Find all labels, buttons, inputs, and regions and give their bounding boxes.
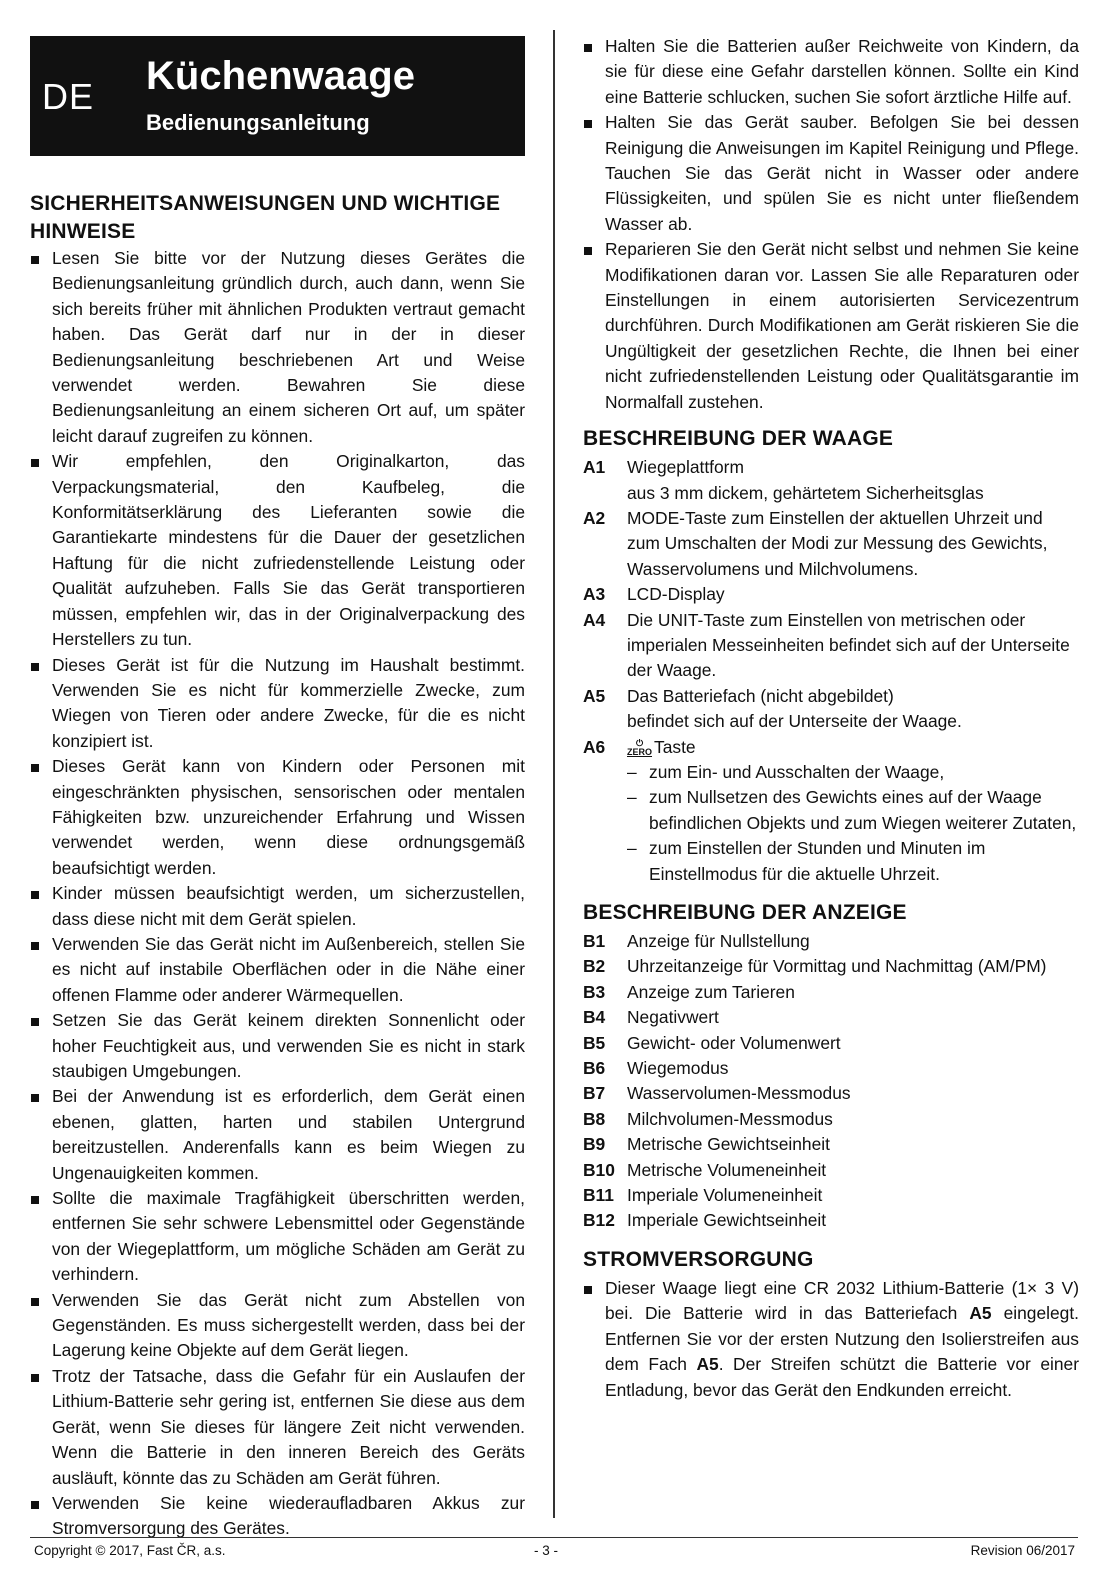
a1-line2: aus 3 mm dickem, gehärtetem Sicherheitsglas: [627, 482, 984, 503]
left-column: [30, 36, 525, 1542]
document-subtitle: Bedienungsanleitung: [146, 110, 370, 135]
item-description: Imperiale Gewichtseinheit: [627, 1210, 827, 1231]
item-description: Uhrzeitanzeige für Vormittag und Nachmittag (AM/PM): [627, 956, 1047, 977]
list-item: – zum Ein- und Ausschalten der Waage,: [627, 760, 1079, 785]
item-code: B4: [583, 1007, 606, 1028]
display-item: [583, 1031, 1079, 1056]
language-code: DE: [42, 76, 95, 117]
safety-heading: SICHERHEITSANWEISUNGEN UND WICHTIGE HINWEISE: [30, 192, 501, 243]
list-item: Bei der Anwendung ist es erforderlich, dem Gerät einen ebenen, glatten, harten und stabilen Untergrund bereitzustellen. Anderenfalls kann es beim Wiegen zu Ungenauigkeiten kommen.: [30, 1084, 525, 1186]
title-banner: [30, 36, 525, 156]
display-item: [583, 1081, 1079, 1106]
power-symbol: ⏻: [635, 737, 644, 748]
item-code: A6: [583, 736, 606, 757]
list-item: Verwenden Sie das Gerät nicht zum Abstellen von Gegenständen. Es muss sichergestellt werden, dass bei der Lagerung keine Objekte auf dem Gerät liegen.: [30, 1288, 525, 1364]
list-item: Wir empfehlen, den Originalkarton, das Verpackungsmaterial, den Kaufbeleg, die Konformitätserklärung des Lieferanten sowie die Garantiekarte mindestens für die Dauer der gesetzlichen Haftung für die nicht zufriedenstellende Leistung oder Qualität aufzuheben. Falls Sie das Gerät transportieren müssen, empfehlen wir, das in der Originalverpackung des Herstellers zu tun.: [30, 449, 525, 652]
list-item: Reparieren Sie den Gerät nicht selbst und nehmen Sie keine Modifikationen daran vor. Lassen Sie alle Reparaturen oder Einstellungen in einem autorisierten Servicezentrum durchführen. Durch Modifikationen am Gerät riskieren Sie die Ungültigkeit der gesetzlichen Rechte, die Ihnen bei einer nicht zufriedenstellenden Leistung oder Qualitätsgarantie im Normalfall zustehen.: [583, 237, 1079, 415]
footer-revision: Revision 06/2017: [970, 1543, 1075, 1558]
list-item: Kinder müssen beaufsichtigt werden, um sicherzustellen, dass diese nicht mit dem Gerät spielen.: [30, 881, 525, 932]
item-description: Wasservolumen-Messmodus: [627, 1083, 851, 1104]
list-item: Lesen Sie bitte vor der Nutzung dieses Gerätes die Bedienungsanleitung gründlich durch, auch dann, wenn Sie sich bereits früher mit ähnlichen Produkten vertraut gemacht haben. Das Gerät darf nur in der in dieser Bedienungsanleitung beschriebenen Art und Weise verwendet werden. Bewahren Sie diese Bedienungsanleitung an einem sicheren Ort auf, um später leicht darauf zugreifen zu können.: [30, 246, 525, 449]
item-code: B2: [583, 956, 606, 977]
display-item: [583, 1107, 1079, 1132]
display-item: [583, 929, 1079, 954]
list-item: Sollte die maximale Tragfähigkeit überschritten werden, entfernen Sie sehr schwere Lebensmittel oder Gegenstände von der Wiegeplattform, um mögliche Schäden am Gerät zu verhindern.: [30, 1186, 525, 1288]
battery-compartment-ref: A5: [969, 1303, 992, 1324]
item-code: B12: [583, 1210, 615, 1231]
display-item: [583, 980, 1079, 1005]
display-item: [583, 1132, 1079, 1157]
display-item: [583, 1208, 1079, 1233]
a6-label: Taste: [654, 736, 696, 757]
list-item: Trotz der Tatsache, dass die Gefahr für ein Auslaufen der Lithium-Batterie sehr gering ist, entfernen Sie diese aus dem Gerät, wenn Sie dieses für längere Zeit nicht verwenden. Wenn die Batterie in den inneren Bereich des Geräts ausläuft, könnte das zu Schäden am Gerät führen.: [30, 1364, 525, 1491]
safety-list-continued: [583, 34, 1079, 415]
display-item: [583, 954, 1079, 979]
item-description: MODE-Taste zum Einstellen der aktuellen Uhrzeit und zum Umschalten der Modi zur Messung des Gewichts, Wasservolumens und Milchvolumens.: [627, 507, 1048, 579]
item-code: A3: [583, 584, 606, 605]
item-code: B11: [583, 1185, 614, 1206]
power-list: [583, 1276, 1079, 1403]
scale-item-a1: [583, 455, 1079, 506]
scale-item-a3: [583, 582, 1079, 607]
item-description: Negativwert: [627, 1007, 719, 1028]
list-item: Halten Sie die Batterien außer Reichweite von Kindern, da sie für diese eine Gefahr darstellen können. Sollte ein Kind eine Batterie schlucken, suchen Sie sofort ärztliche Hilfe auf.: [583, 34, 1079, 110]
list-item: Verwenden Sie keine wiederaufladbaren Akkus zur Stromversorgung des Gerätes.: [30, 1491, 525, 1542]
display-heading: BESCHREIBUNG DER ANZEIGE: [583, 901, 907, 924]
list-item: Verwenden Sie das Gerät nicht im Außenbereich, stellen Sie es nicht auf instabile Oberflächen oder in die Nähe einer offenen Flamme oder anderer Wärmequellen.: [30, 932, 525, 1008]
item-code: B8: [583, 1108, 606, 1129]
list-item: Dieses Gerät kann von Kindern oder Personen mit eingeschränkten physischen, sensorischen oder mentalen Fähigkeiten bzw. unzureichender Erfahrung und Wissen verwendet werden, wenn diese ordnungsgemäß beaufsichtigt werden.: [30, 754, 525, 881]
safety-list: [30, 246, 525, 1542]
item-description: Milchvolumen-Messmodus: [627, 1108, 833, 1129]
scale-item-a5: [583, 684, 1079, 735]
item-description: Metrische Volumeneinheit: [627, 1159, 827, 1180]
item-code: A5: [583, 685, 606, 706]
power-heading: STROMVERSORGUNG: [583, 1247, 814, 1271]
footer-page-number: - 3 -: [534, 1543, 559, 1558]
item-code: A4: [583, 609, 606, 630]
display-item: [583, 1005, 1079, 1030]
display-item: [583, 1183, 1079, 1208]
list-item: – zum Nullsetzen des Gewichts eines auf der Waage befindlichen Objekts und zum Wiegen weiterer Zutaten,: [627, 785, 1079, 836]
scale-description-list: [583, 455, 1079, 887]
item-code: A2: [583, 507, 606, 528]
power-text-3: . Der Streifen schützt die Batterie vor einer Entladung, bevor das Gerät den Endkunden erreicht.: [605, 1354, 1080, 1400]
power-zero-icon: [627, 739, 652, 757]
item-code: B1: [583, 931, 606, 951]
power-text-1: Dieser Waage liegt eine CR 2032 Lithium-Batterie (1× 3 V) bei. Die Batterie wird in das Batteriefach: [605, 1277, 1079, 1324]
item-description: Imperiale Volumeneinheit: [627, 1185, 823, 1206]
zero-text: ZERO: [627, 746, 653, 757]
a5-line2: befindet sich auf der Unterseite der Waage.: [627, 711, 962, 732]
item-code: B5: [583, 1032, 606, 1053]
list-item: – zum Einstellen der Stunden und Minuten im Einstellmodus für die aktuelle Uhrzeit.: [627, 836, 1079, 887]
item-description: [627, 684, 1079, 735]
item-code: B6: [583, 1058, 606, 1079]
scale-item-a6: [583, 735, 1079, 887]
footer-rule: [30, 1537, 1078, 1538]
list-item: [583, 1276, 1079, 1403]
item-description: [627, 735, 1079, 887]
item-description: Wiegemodus: [627, 1058, 729, 1079]
item-description: [627, 455, 1079, 506]
item-description: LCD-Display: [627, 584, 725, 605]
scale-heading: BESCHREIBUNG DER WAAGE: [583, 427, 894, 451]
list-item: Halten Sie das Gerät sauber. Befolgen Sie bei dessen Reinigung die Anweisungen im Kapitel Reinigung und Pflege. Tauchen Sie das Gerät nicht in Wasser oder andere Flüssigkeiten, und spülen Sie es nicht unter fließendem Wasser ab.: [583, 110, 1079, 237]
list-item: Setzen Sie das Gerät keinem direkten Sonnenlicht oder hoher Feuchtigkeit aus, und verwenden Sie es nicht in stark staubigen Umgebungen.: [30, 1008, 525, 1084]
item-code: A1: [583, 457, 606, 478]
a6-functions: [627, 760, 1079, 887]
item-code: B3: [583, 981, 606, 1002]
item-code: B7: [583, 1083, 606, 1104]
footer-copyright: Copyright © 2017, Fast ČR, a.s.: [34, 1543, 226, 1558]
battery-compartment-ref: A5: [696, 1354, 719, 1375]
item-description: Gewicht- oder Volumenwert: [627, 1032, 841, 1053]
a1-line1: Wiegeplattform: [627, 457, 744, 478]
scale-item-a4: [583, 608, 1079, 684]
scale-item-a2: [583, 506, 1079, 582]
item-description: Metrische Gewichtseinheit: [627, 1134, 830, 1155]
item-description: Anzeige zum Tarieren: [627, 981, 795, 1002]
display-description-list: [583, 929, 1079, 1234]
item-code: B9: [583, 1134, 606, 1155]
item-description: Die UNIT-Taste zum Einstellen von metrischen oder imperialen Messeinheiten befindet sich auf der Unterseite der Waage.: [627, 609, 1070, 681]
a5-line1: Das Batteriefach (nicht abgebildet): [627, 685, 894, 706]
column-divider: [553, 30, 555, 1518]
display-item: [583, 1056, 1079, 1081]
display-item: [583, 1158, 1079, 1183]
item-code: B10: [583, 1159, 615, 1180]
document-title: Küchenwaage: [146, 54, 415, 98]
item-description: Anzeige für Nullstellung: [627, 931, 810, 951]
right-column: [583, 34, 1079, 1403]
power-text-2: eingelegt. Entfernen Sie vor der ersten Nutzung den Isolierstreifen aus dem Fach: [605, 1303, 1079, 1375]
list-item: Dieses Gerät ist für die Nutzung im Haushalt bestimmt. Verwenden Sie es nicht für kommerzielle Zwecke, zum Wiegen von Tieren oder andere Zwecke, für die es nicht konzipiert ist.: [30, 653, 525, 755]
